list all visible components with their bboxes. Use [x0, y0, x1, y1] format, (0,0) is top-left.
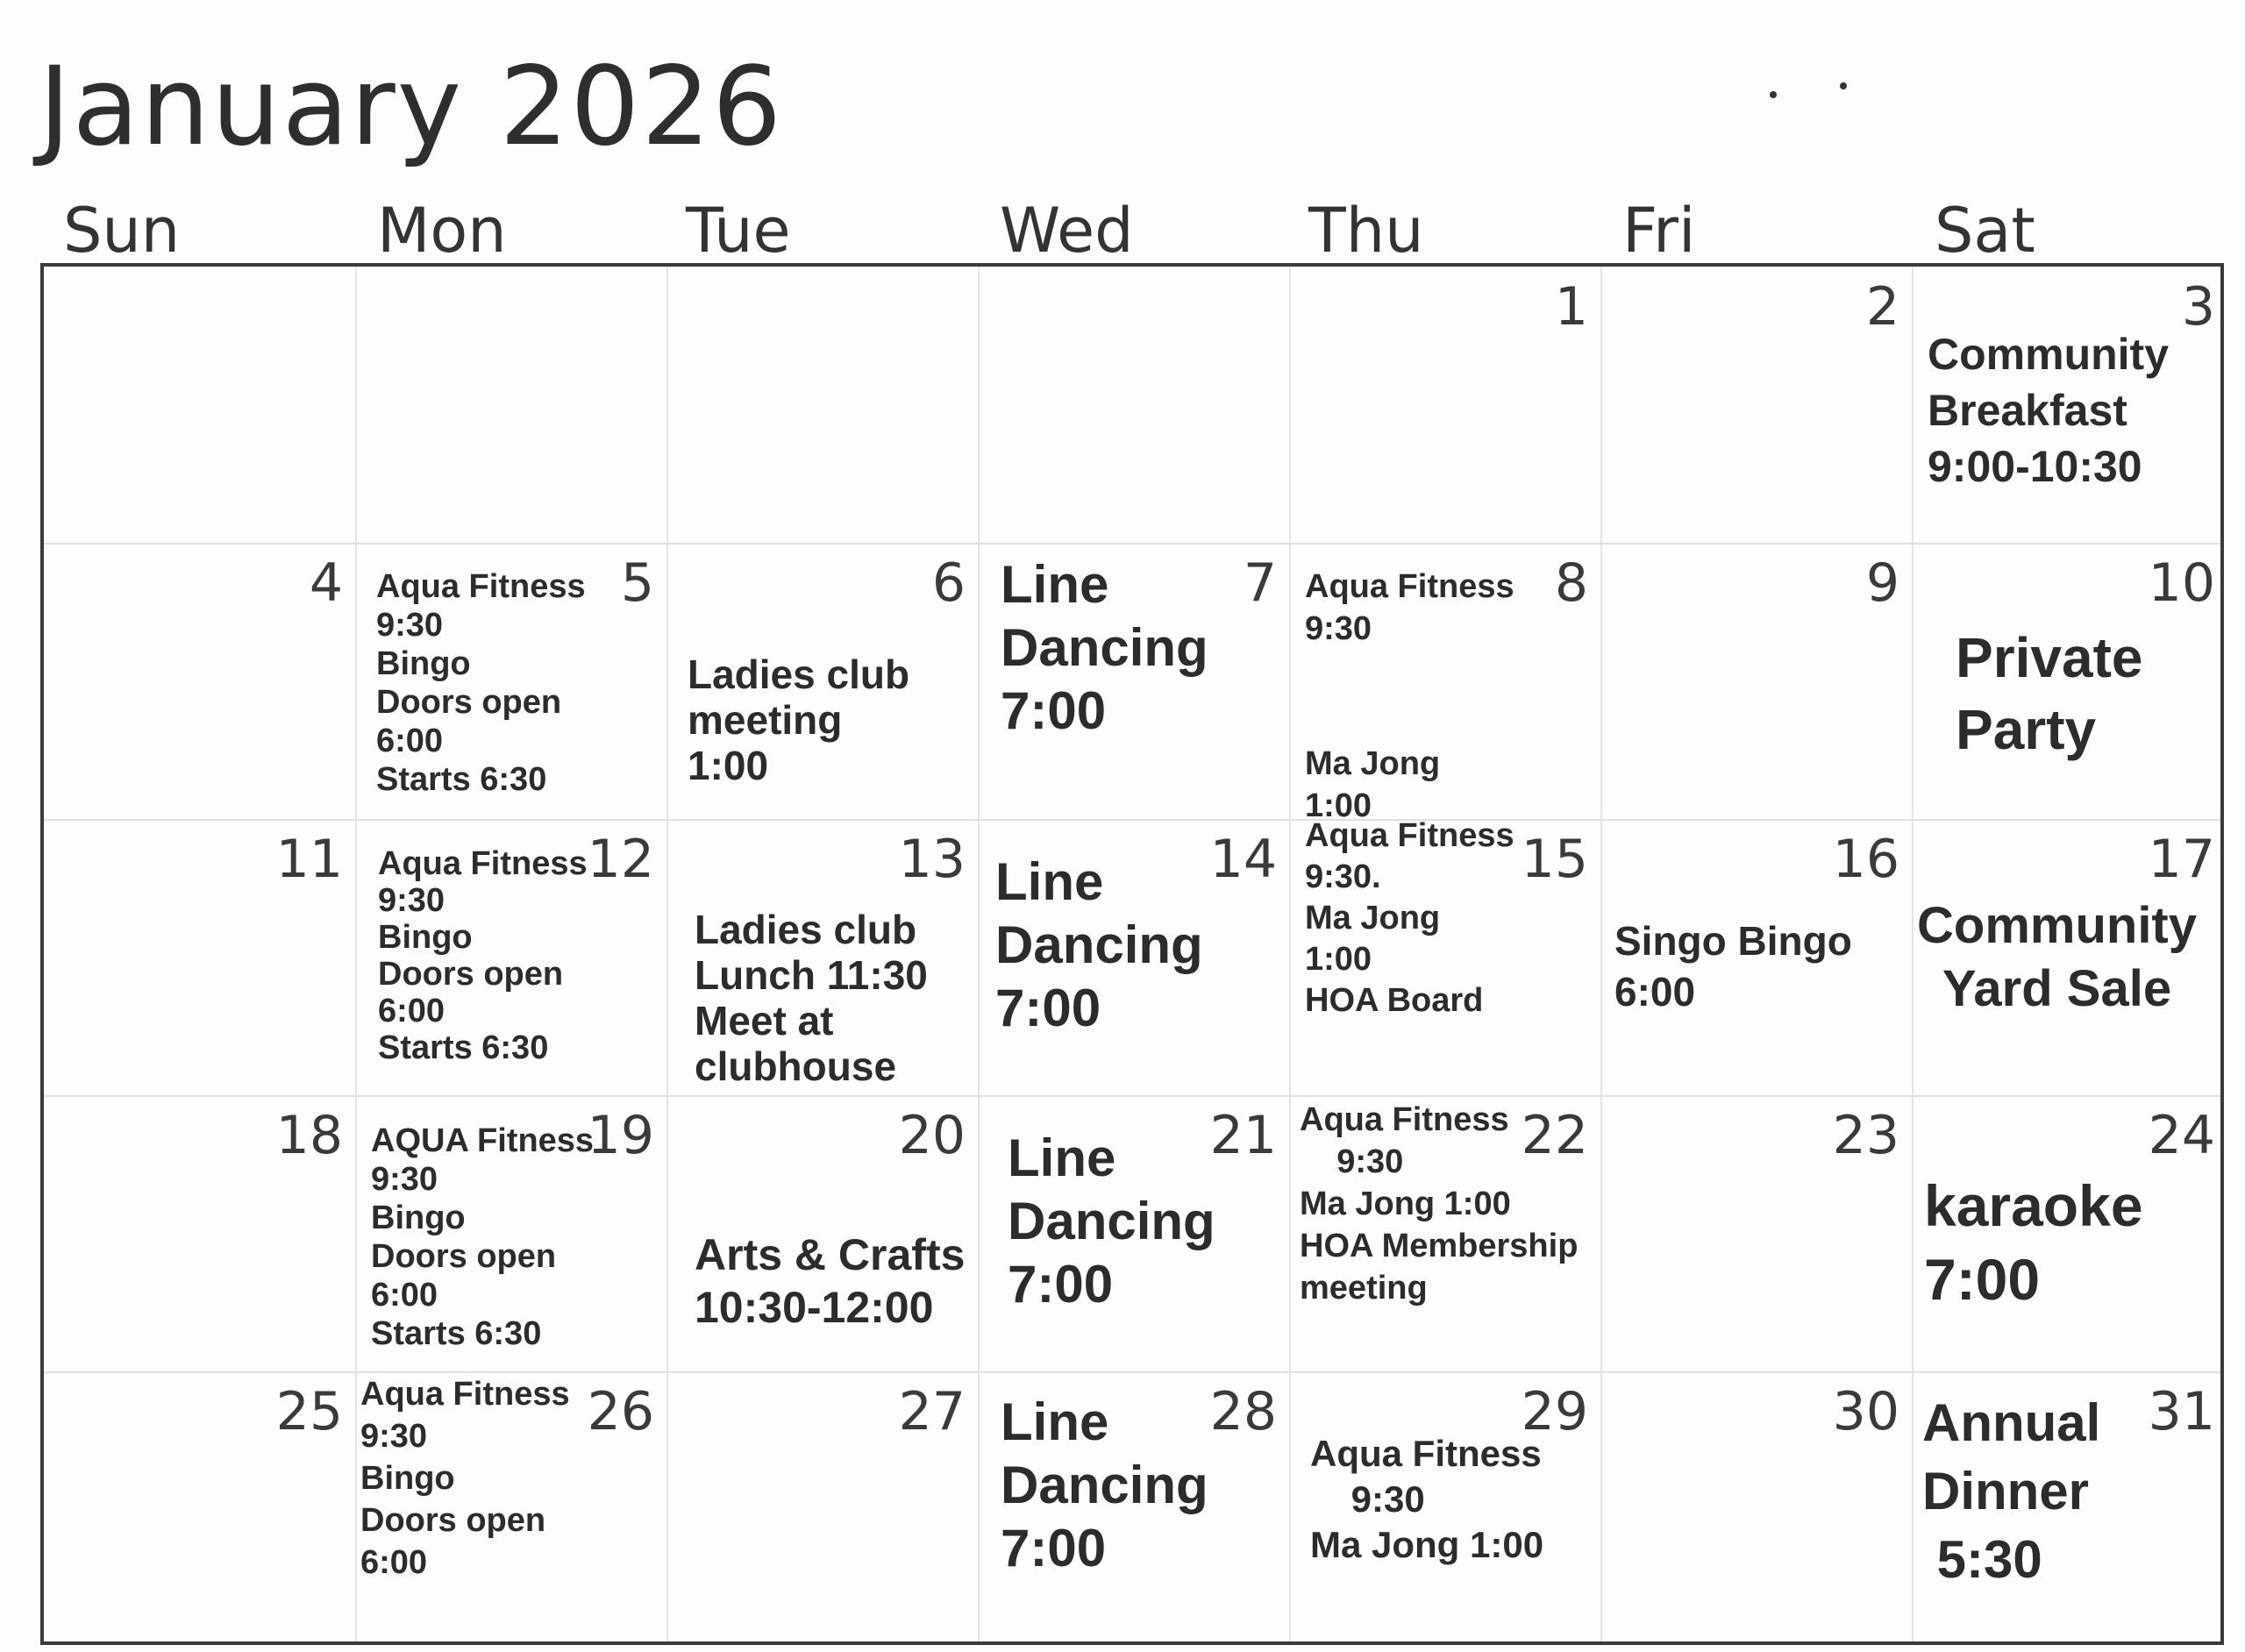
day-number: 15 — [1521, 829, 1588, 890]
day-number: 16 — [1832, 829, 1899, 890]
day-cell[interactable] — [44, 1095, 355, 1371]
event-aqua-fitness: Aqua Fitness 9:30 — [1305, 568, 1514, 647]
day-cell[interactable] — [1600, 1095, 1912, 1371]
day-cell[interactable] — [355, 543, 666, 819]
calendar-grid — [40, 263, 2224, 1645]
weekday-sat: Sat — [1935, 195, 2035, 267]
day-number: 9 — [1865, 552, 1899, 614]
day-cell[interactable] — [1600, 1371, 1912, 1645]
day-number: 22 — [1521, 1105, 1588, 1166]
day-number: 31 — [2148, 1381, 2215, 1442]
day-number: 3 — [2181, 276, 2215, 338]
day-cell[interactable] — [1912, 267, 2224, 543]
day-number: 10 — [2148, 552, 2215, 614]
event-community-yard-sale: Community Yard Sale — [1917, 897, 2197, 1017]
day-number: 4 — [309, 552, 343, 614]
weekday-sun: Sun — [63, 195, 181, 267]
day-number: 14 — [1209, 829, 1277, 890]
calendar-title: January 2026 — [39, 44, 784, 170]
event-ladies-club-lunch: Ladies club Lunch 11:30 Meet at clubhouse — [695, 907, 928, 1089]
day-number: 25 — [275, 1381, 343, 1442]
day-cell[interactable] — [978, 1095, 1289, 1371]
day-number: 23 — [1832, 1105, 1899, 1166]
day-cell[interactable] — [666, 543, 978, 819]
event-community-breakfast: Community Breakfast 9:00-10:30 — [1928, 330, 2169, 491]
day-number: 21 — [1209, 1105, 1277, 1166]
day-number: 12 — [587, 829, 654, 890]
day-cell[interactable] — [1912, 1371, 2224, 1645]
day-cell[interactable] — [44, 1371, 355, 1645]
day-cell[interactable] — [978, 819, 1289, 1095]
day-cell[interactable] — [355, 1371, 666, 1645]
event-line-dancing: Line Dancing 7:00 — [1001, 555, 1208, 740]
scan-speck — [1840, 82, 1847, 89]
event-aqua-fitness-bingo: Aqua Fitness 9:30 Bingo Doors open 6:00 Starts 6:30 — [378, 845, 588, 1066]
day-number: 18 — [275, 1105, 343, 1166]
event-ma-jong: Ma Jong 1:00 — [1305, 745, 1441, 824]
day-number: 1 — [1554, 276, 1588, 338]
weekday-mon: Mon — [377, 195, 507, 267]
day-cell[interactable] — [44, 819, 355, 1095]
day-number: 17 — [2148, 829, 2215, 890]
day-number: 8 — [1554, 552, 1588, 614]
event-private-party: Private Party — [1956, 626, 2143, 761]
event-singo-bingo: Singo Bingo 6:00 — [1614, 918, 1852, 1015]
day-cell[interactable] — [355, 819, 666, 1095]
scan-speck — [1770, 91, 1777, 98]
day-cell[interactable] — [666, 819, 978, 1095]
day-cell[interactable] — [1912, 543, 2224, 819]
day-number: 6 — [931, 552, 966, 614]
event-aqua-fitness-ma-jong-hoa: Aqua Fitness 9:30. Ma Jong 1:00 HOA Board — [1305, 817, 1514, 1019]
day-number: 2 — [1865, 276, 1899, 338]
event-line-dancing: Line Dancing 7:00 — [995, 852, 1203, 1037]
day-number: 13 — [898, 829, 966, 890]
day-cell[interactable] — [666, 1371, 978, 1645]
day-number: 30 — [1832, 1381, 1899, 1442]
day-number: 29 — [1521, 1381, 1588, 1442]
day-cell[interactable] — [1289, 267, 1600, 543]
day-cell[interactable] — [1600, 543, 1912, 819]
day-cell[interactable] — [1912, 1095, 2224, 1371]
day-number: 24 — [2148, 1105, 2215, 1166]
weekday-fri: Fri — [1622, 195, 1696, 267]
day-cell[interactable] — [1912, 819, 2224, 1095]
day-cell[interactable] — [1289, 819, 1600, 1095]
day-number: 5 — [620, 552, 654, 614]
day-cell[interactable] — [666, 1095, 978, 1371]
weekday-tue: Tue — [686, 195, 791, 267]
weekday-wed: Wed — [1000, 195, 1134, 267]
day-cell[interactable] — [1600, 267, 1912, 543]
day-cell[interactable] — [44, 543, 355, 819]
event-line-dancing: Line Dancing 7:00 — [1008, 1129, 1215, 1314]
event-arts-crafts: Arts & Crafts 10:30-12:00 — [695, 1230, 966, 1332]
day-number: 19 — [587, 1105, 654, 1166]
day-cell[interactable] — [1289, 543, 1600, 824]
day-number: 27 — [898, 1381, 966, 1442]
day-cell[interactable] — [978, 1371, 1289, 1645]
event-annual-dinner: Annual Dinner 5:30 — [1922, 1393, 2101, 1589]
event-karaoke: karaoke 7:00 — [1924, 1173, 2143, 1312]
day-cell[interactable] — [1289, 1095, 1600, 1371]
day-number: 7 — [1243, 552, 1277, 614]
day-number: 11 — [275, 829, 343, 890]
event-aqua-fitness-bingo: Aqua Fitness 9:30 Bingo Doors open 6:00 Starts 6:30 — [376, 568, 586, 798]
day-cell[interactable] — [355, 1095, 666, 1371]
day-cell[interactable] — [1289, 1371, 1600, 1645]
event-aqua-fitness-ma-jong-hoa-membership: Aqua Fitness 9:30 Ma Jong 1:00 HOA Membership meeting — [1300, 1101, 1579, 1307]
event-ladies-club-meeting: Ladies club meeting 1:00 — [688, 652, 910, 788]
day-cell[interactable] — [1600, 819, 1912, 1095]
day-number: 20 — [898, 1105, 966, 1166]
day-number: 28 — [1209, 1381, 1277, 1442]
event-line-dancing: Line Dancing 7:00 — [1001, 1392, 1208, 1577]
day-cell[interactable] — [978, 543, 1289, 819]
event-aqua-fitness-bingo: AQUA Fitness 9:30 Bingo Doors open 6:00 Starts 6:30 — [371, 1122, 595, 1352]
event-aqua-fitness-bingo: Aqua Fitness 9:30 Bingo Doors open 6:00 — [360, 1376, 570, 1581]
event-aqua-fitness-ma-jong: Aqua Fitness 9:30 Ma Jong 1:00 — [1310, 1433, 1544, 1565]
weekday-thu: Thu — [1308, 195, 1424, 267]
day-number: 26 — [587, 1381, 654, 1442]
